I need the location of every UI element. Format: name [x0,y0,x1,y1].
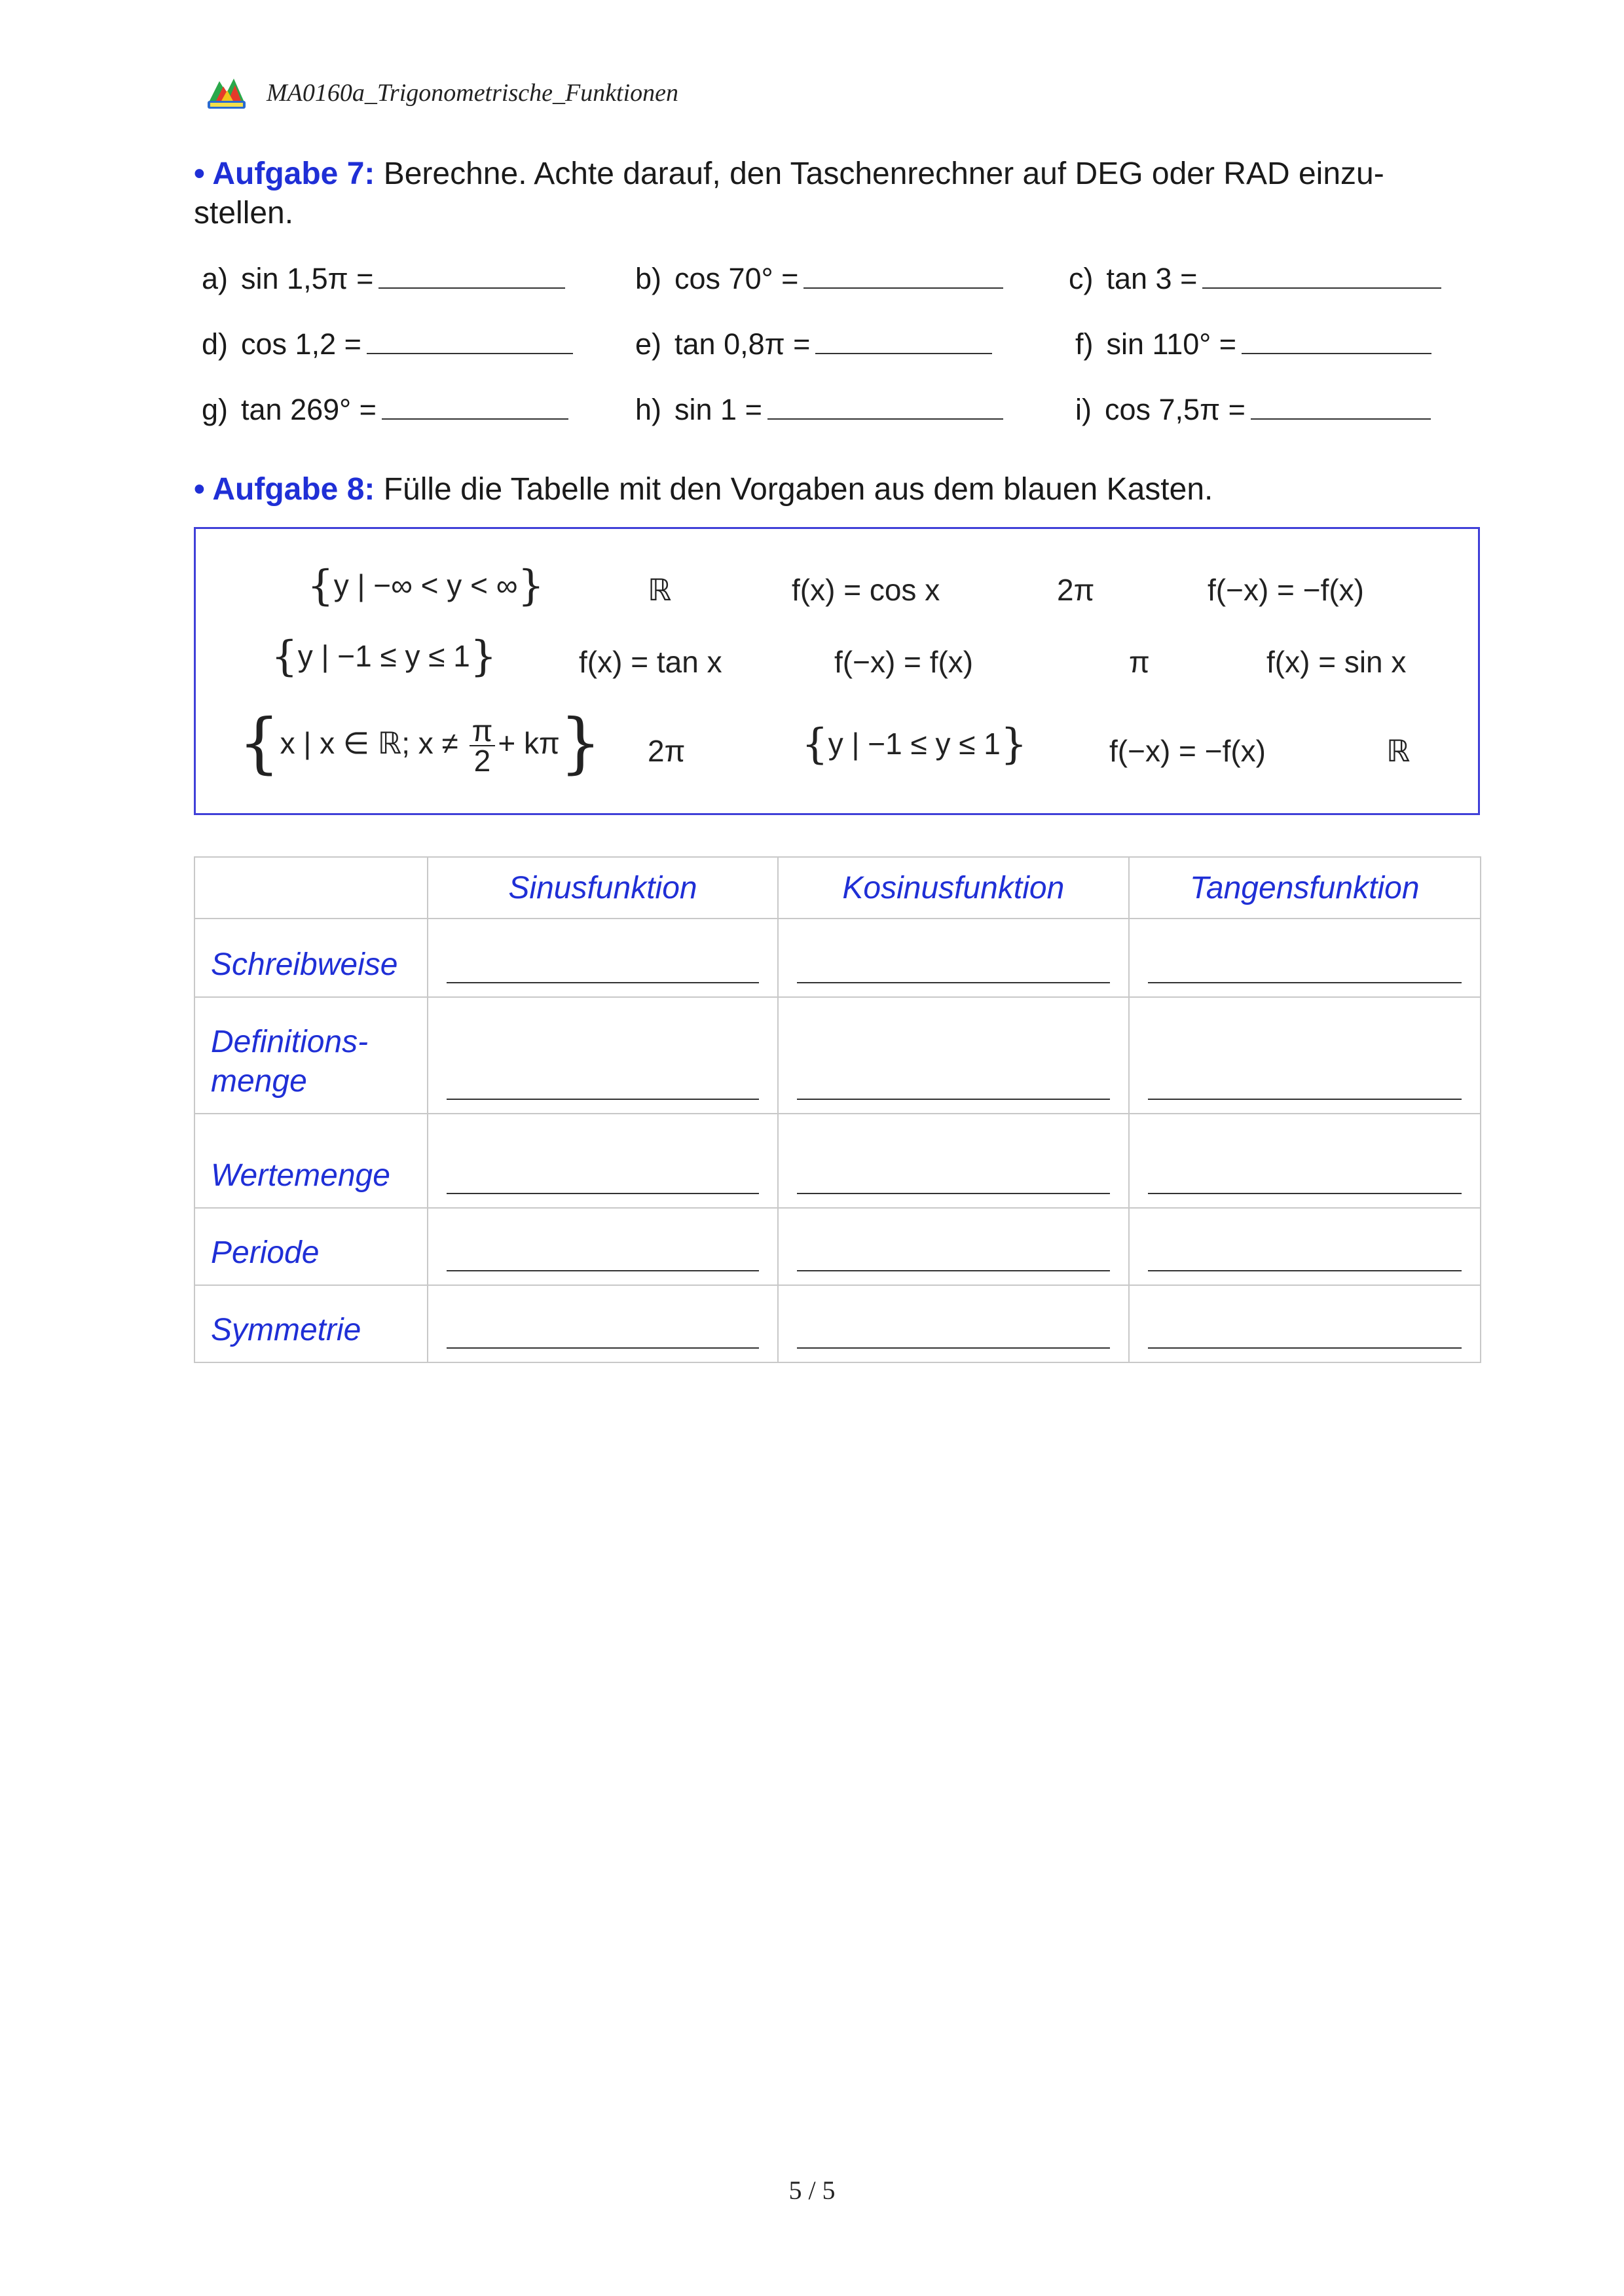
given-set-all-y[interactable]: {y | −∞ < y < ∞} [307,562,545,610]
given-odd-2[interactable]: f(−x) = −f(x) [1109,734,1266,768]
calc-item-h: h) sin 1 = [635,393,1003,427]
given-pi[interactable]: π [1129,645,1150,679]
answer-cell[interactable] [428,1114,778,1208]
given-reals[interactable]: ℝ [648,573,672,607]
answer-cell[interactable] [778,997,1128,1114]
row-header-definitionsmenge: Definitions- menge [194,997,428,1114]
task7-text-line1: Berechne. Achte darauf, den Taschenrechner auf DEG oder RAD einzu- [375,156,1384,191]
task7-instruction [194,155,1477,233]
given-even[interactable]: f(−x) = f(x) [834,645,974,679]
table-row [194,997,1481,1114]
answer-cell[interactable] [428,919,778,997]
givens-box [194,527,1480,815]
table-corner-cell [194,857,428,919]
calc-item-g: g) tan 269° = [202,393,568,427]
answer-blank[interactable] [1251,412,1431,420]
answer-blank[interactable] [382,412,568,420]
table-row [194,919,1481,997]
answer-cell[interactable] [778,1114,1128,1208]
answer-cell[interactable] [1129,1208,1481,1285]
task7-label: • Aufgabe 7: [194,156,375,191]
column-header-sinus: Sinusfunktion [428,857,778,919]
calc-item-d: d) cos 1,2 = [202,327,573,361]
column-header-tangens: Tangensfunktion [1129,857,1481,919]
answer-blank[interactable] [1242,346,1431,354]
answer-blank[interactable] [378,281,565,289]
answer-cell[interactable] [428,1285,778,1362]
calc-item-f: f) sin 110° = [1075,327,1431,361]
table-row [194,1285,1481,1362]
task8-instruction [194,470,1477,509]
given-tan-domain[interactable]: {x | x ∈ ℝ; x ≠ $\frac{\pi}{2}$ + kπ} [238,704,602,781]
answer-cell[interactable] [428,1208,778,1285]
given-set-range-2[interactable]: {y | −1 ≤ y ≤ 1} [802,720,1027,769]
calc-item-c: c) tan 3 = [1069,262,1441,296]
calc-item-e: e) tan 0,8π = [635,327,992,361]
page-number: 5 / 5 [788,2176,836,2205]
answer-cell[interactable] [428,997,778,1114]
function-properties-table [194,856,1481,1363]
calc-item-i: i) cos 7,5π = [1075,393,1431,427]
answer-blank[interactable] [815,346,992,354]
calc-item-b: b) cos 70° = [635,262,1003,296]
given-f-sin[interactable]: f(x) = sin x [1266,645,1407,679]
table-header-row [194,857,1481,919]
answer-cell[interactable] [1129,919,1481,997]
row-header-schreibweise: Schreibweise [194,919,428,997]
answer-blank[interactable] [1202,281,1441,289]
column-header-kosinus: Kosinusfunktion [778,857,1128,919]
lernwelt-logo-icon [206,76,247,110]
task8-label: • Aufgabe 8: [194,472,375,507]
table-row [194,1114,1481,1208]
calc-item-a: a) sin 1,5π = [202,262,565,296]
given-f-cos[interactable]: f(x) = cos x [792,573,940,607]
given-reals-2[interactable]: ℝ [1386,734,1411,768]
answer-blank[interactable] [767,412,1003,420]
answer-cell[interactable] [778,1208,1128,1285]
task7-text-line2: stellen. [194,196,294,230]
given-f-tan[interactable]: f(x) = tan x [579,645,722,679]
answer-cell[interactable] [778,919,1128,997]
row-header-symmetrie: Symmetrie [194,1285,428,1362]
document-header [206,73,678,113]
given-odd[interactable]: f(−x) = −f(x) [1208,573,1364,607]
document-title: MA0160a_Trigonometrische_Funktionen [267,79,679,107]
task8-text: Fülle die Tabelle mit den Vorgaben aus dem blauen Kasten. [375,472,1213,507]
table-row [194,1208,1481,1285]
answer-cell[interactable] [1129,1114,1481,1208]
answer-cell[interactable] [1129,1285,1481,1362]
given-two-pi[interactable]: 2π [1057,573,1095,607]
answer-cell[interactable] [778,1285,1128,1362]
answer-cell[interactable] [1129,997,1481,1114]
answer-blank[interactable] [803,281,1003,289]
given-two-pi-2[interactable]: 2π [648,734,686,768]
row-header-periode: Periode [194,1208,428,1285]
row-header-wertemenge: Wertemenge [194,1114,428,1208]
given-set-range[interactable]: {y | −1 ≤ y ≤ 1} [271,632,497,681]
answer-blank[interactable] [367,346,573,354]
